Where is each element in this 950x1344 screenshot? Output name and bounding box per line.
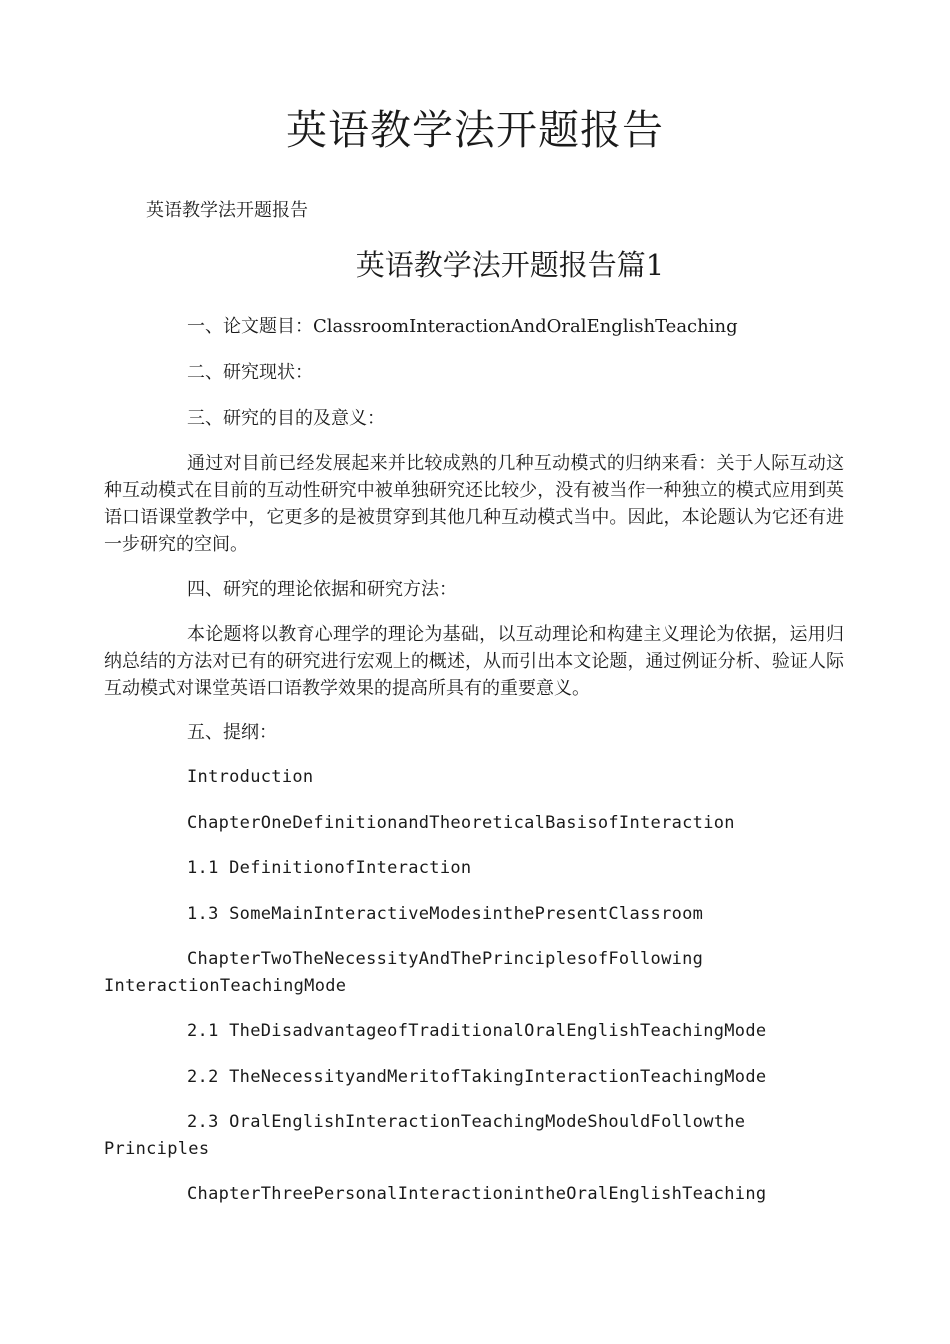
theory-method-heading: 四、研究的理论依据和研究方法： bbox=[187, 579, 457, 600]
research-purpose-heading: 三、研究的目的及意义： bbox=[187, 408, 385, 429]
outline-item: Introduction bbox=[187, 767, 314, 787]
outline-item: 1.3 SomeMainInteractiveModesinthePresentClassroom bbox=[187, 904, 704, 924]
document-title: 英语教学法开题报告 bbox=[286, 106, 664, 154]
outline-item: 2.2 TheNecessityandMeritofTakingInteractionTeachingMode bbox=[187, 1067, 767, 1087]
outline-item: ChapterOneDefinitionandTheoreticalBasisofInteraction bbox=[187, 813, 735, 833]
outline-item: 2.1 TheDisadvantageofTraditionalOralEnglishTeachingMode bbox=[187, 1021, 767, 1041]
outline-item: ChapterTwoTheNecessityAndThePrinciplesofFollowing InteractionTeachingMode bbox=[104, 949, 714, 996]
theory-method-paragraph: 本论题将以教育心理学的理论为基础，以互动理论和构建主义理论为依据，运用归纳总结的方法对已有的研究进行宏观上的概述，从而引出本文论题，通过例证分析、验证人际互动模式对课堂英语口语教学效果的提高所具有的重要意义。 bbox=[104, 624, 844, 699]
outline-heading: 五、提纲： bbox=[187, 722, 277, 743]
paper-topic-line: 一、论文题目：ClassroomInteractionAndOralEnglishTeaching bbox=[187, 316, 738, 337]
outline-item: ChapterThreePersonalInteractionintheOralEnglishTeaching bbox=[187, 1184, 767, 1204]
document-subtitle: 英语教学法开题报告 bbox=[146, 200, 308, 221]
outline-item: 1.1 DefinitionofInteraction bbox=[187, 858, 472, 878]
section-heading: 英语教学法开题报告篇1 bbox=[355, 248, 665, 282]
research-purpose-paragraph: 通过对目前已经发展起来并比较成熟的几种互动模式的归纳来看：关于人际互动这种互动模式在目前的互动性研究中被单独研究还比较少，没有被当作一种独立的模式应用到英语口语课堂教学中，它更多的是被贯穿到其他几种互动模式当中。因此，本论题认为它还有进一步研究的空间。 bbox=[104, 453, 844, 555]
research-status-heading: 二、研究现状： bbox=[187, 362, 313, 383]
outline-item: 2.3 OralEnglishInteractionTeachingModeShouldFollowthe Principles bbox=[104, 1112, 756, 1159]
